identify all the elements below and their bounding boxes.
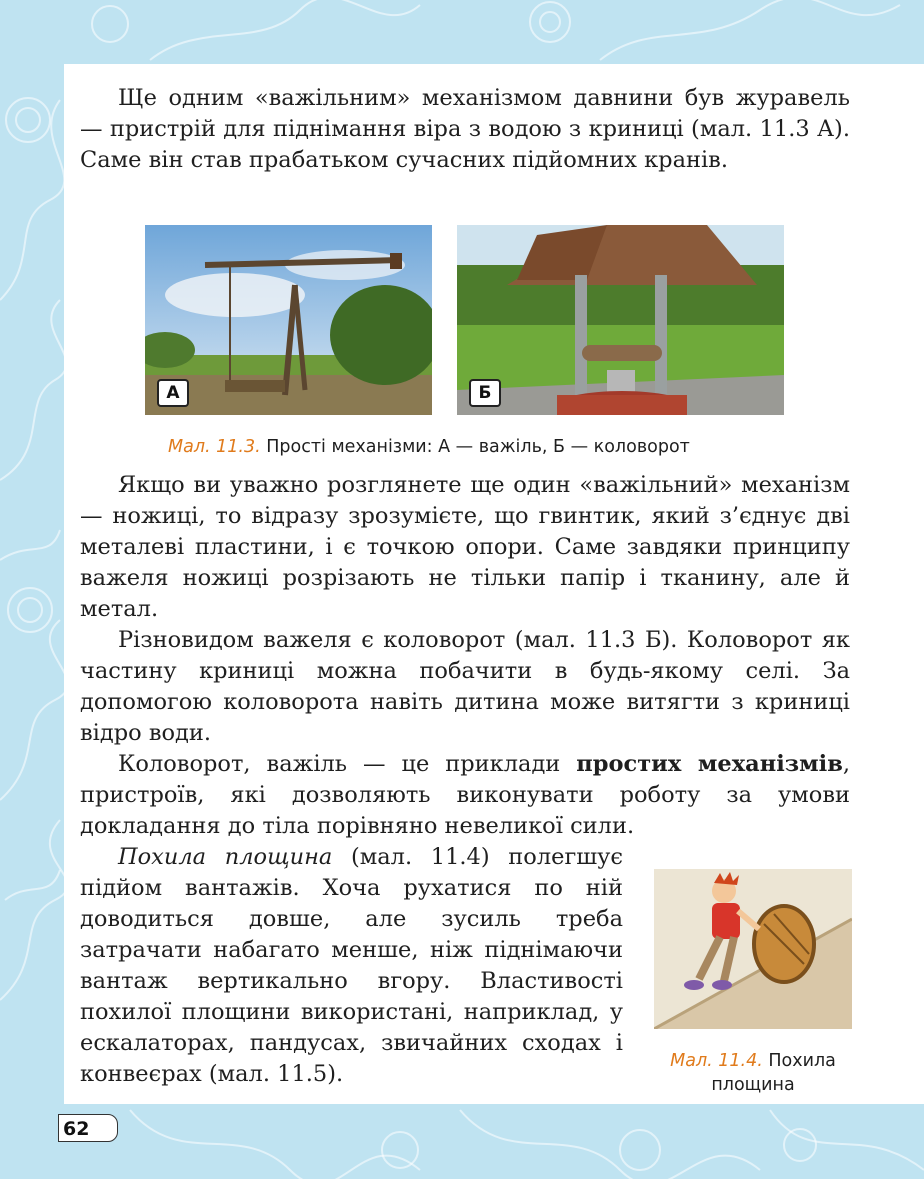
paragraph-crane: Ще одним «важільним» механізмом давнини був журавель — пристрій для піднімання віра з водою з криниці (мал. 11.3 А). Саме він став прабатьком сучасних підйомних кранів. <box>80 85 850 173</box>
caption-label: Мал. 11.4. <box>670 1051 763 1071</box>
paragraph-windlass: Різновидом важеля є коловорот (мал. 11.3 Б). Коловорот як частину криниці можна побачити в будь-якому селі. За допомогою коловорота навіть дитина може витягти з криниці відро води. <box>80 627 850 746</box>
term-simple-machines: простих механізмів <box>576 751 843 777</box>
photo-windlass-well <box>457 225 784 415</box>
badge-b: Б <box>469 379 501 407</box>
caption-text: Похила <box>762 1051 836 1071</box>
badge-a: А <box>157 379 189 407</box>
caption-label: Мал. 11.3. <box>168 437 261 457</box>
term-inclined-plane: Похила площина <box>118 844 333 870</box>
photo-shadoof <box>145 225 432 415</box>
paragraph-inclined-plane: Похила площина (мал. 11.4) полегшує підйом вантажів. Хоча рухатися по ній доводиться довше, але зусиль треба затрачати набагато менше, ніж піднімаючи вантаж вертикально вгору. Властивості похилої площини використані, наприклад, у ескалаторах, пандусах, звичайних сходах і конвеєрах (мал. 11.5). <box>80 844 623 1087</box>
paragraph-simple-machines: Коловорот, важіль — це приклади простих механізмів, пристроїв, які дозволяють виконувати роботу за умови докладання до тіла порівняно невеликої сили. <box>80 751 851 839</box>
caption-text: Прості механізми: А — важіль, Б — коловорот <box>260 437 690 457</box>
caption-figure-11-4 <box>654 1049 852 1097</box>
illustration-inclined-plane <box>654 869 852 1029</box>
page-number: 62 <box>58 1114 118 1142</box>
caption-text-line2: площина <box>711 1075 795 1095</box>
paragraph-scissors: Якщо ви уважно розглянете ще один «важільний» механізм — ножиці, то відразу зрозумієте, що гвинтик, який з’єднує дві металеві пластини, і є точкою опори. Саме завдяки принципу важеля ножиці розрізають не тільки папір і тканину, але й метал. <box>80 472 850 622</box>
caption-figure-11-3 <box>168 437 690 457</box>
